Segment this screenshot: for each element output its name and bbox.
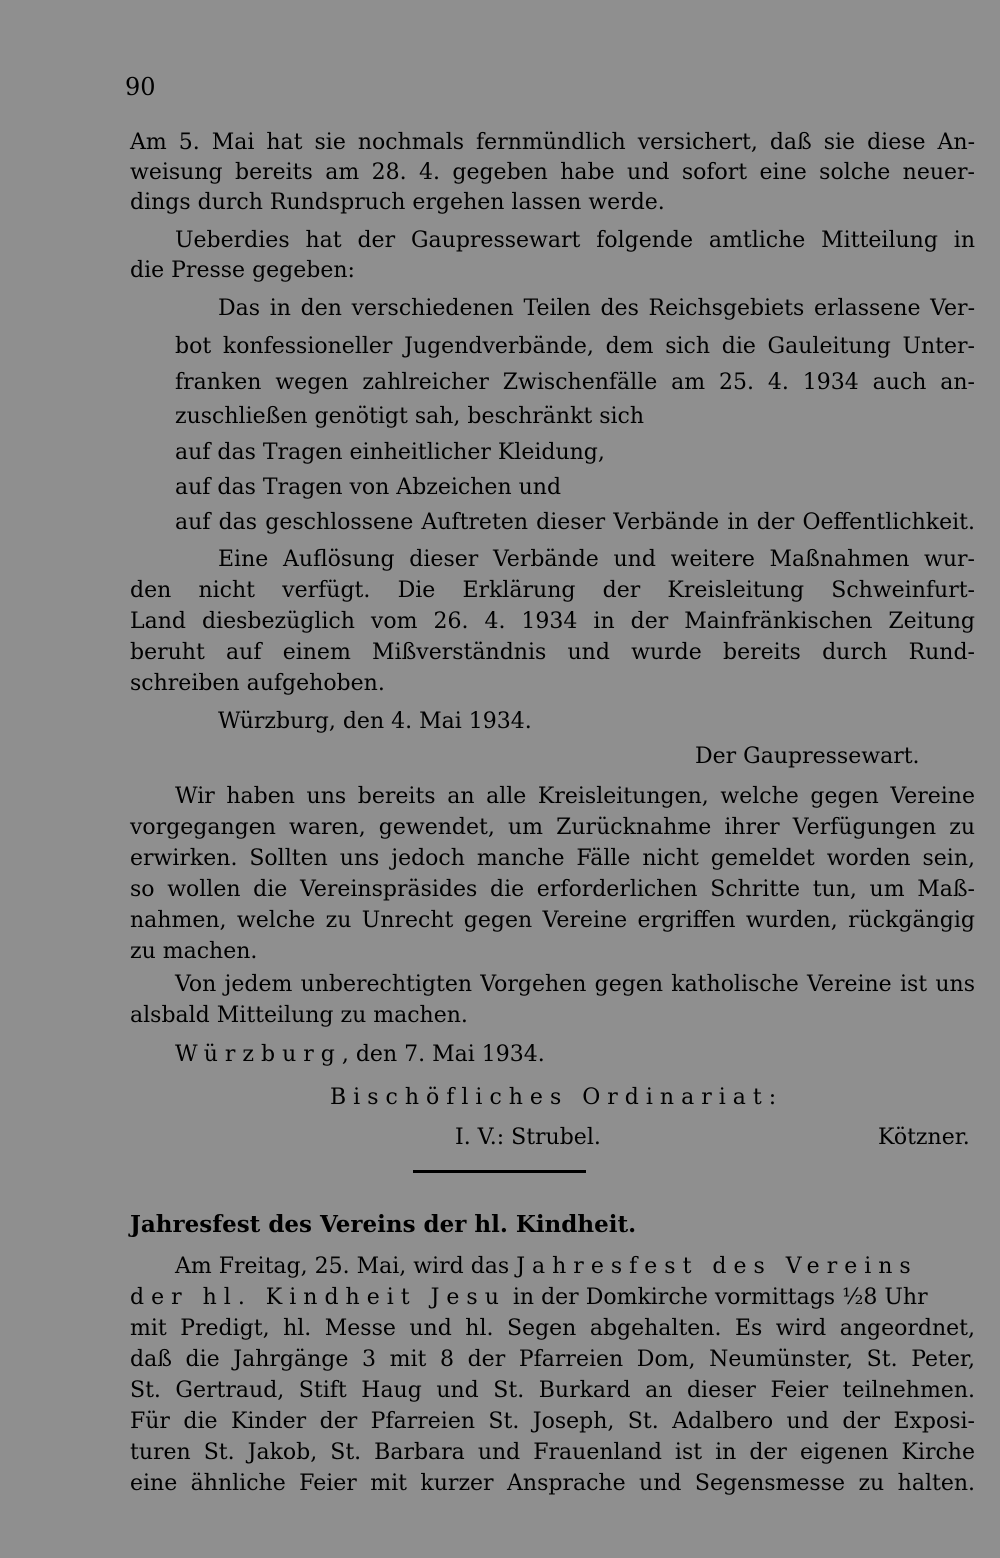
- text-line: Land diesbezüglich vom 26. 4. 1934 in der Mainfränkischen Zeitung: [130, 609, 975, 634]
- signature-strubel: I. V.: Strubel.: [455, 1125, 601, 1150]
- text-line: [130, 1283, 975, 1314]
- text-line: turen St. Jakob, St. Barbara und Frauenland ist in der eigenen Kirche: [130, 1440, 975, 1465]
- text-segment: Am Freitag, 25. Mai, wird das: [175, 1254, 517, 1279]
- section-divider: [413, 1170, 586, 1173]
- text-line: den nicht verfügt. Die Erklärung der Kreisleitung Schweinfurt-: [130, 578, 975, 603]
- signature-ordinariat: Bischöfliches Ordinariat:: [330, 1085, 784, 1110]
- text-line: eine ähnliche Feier mit kurzer Ansprache und Segensmesse zu halten.: [130, 1471, 975, 1496]
- text-line: Ueberdies hat der Gaupressewart folgende amtliche Mitteilung in: [175, 228, 975, 253]
- text-segment-spaced: der hl. Kindheit Jesu: [130, 1285, 506, 1310]
- text-segment-spaced: Jahresfest des Vereins: [516, 1254, 918, 1279]
- section-heading: Jahresfest des Vereins der hl. Kindheit.: [130, 1211, 637, 1238]
- text-line: Für die Kinder der Pfarreien St. Joseph, St. Adalbero und der Exposi-: [130, 1409, 975, 1434]
- text-segment: in der Domkirche vormittags ½8 Uhr: [505, 1285, 928, 1310]
- dateline-place: Würzburg: [175, 1042, 342, 1067]
- dateline-date: , den 7. Mai 1934.: [341, 1042, 545, 1067]
- dateline: [175, 1040, 975, 1071]
- text-line: so wollen die Vereinspräsides die erforderlichen Schritte tun, um Maß-: [130, 877, 975, 902]
- text-line: Wir haben uns bereits an alle Kreisleitungen, welche gegen Vereine: [175, 784, 975, 809]
- text-line: mit Predigt, hl. Messe und hl. Segen abgehalten. Es wird angeordnet,: [130, 1316, 975, 1341]
- text-line: erwirken. Sollten uns jedoch manche Fälle nicht gemeldet worden sein,: [130, 846, 975, 871]
- quote-line: zuschließen genötigt sah, beschränkt sich: [175, 404, 645, 429]
- quote-line: auf das Tragen einheitlicher Kleidung,: [175, 440, 605, 465]
- quote-line: bot konfessioneller Jugendverbände, dem sich die Gauleitung Unter-: [175, 334, 975, 359]
- text-line: weisung bereits am 28. 4. gegeben habe und sofort eine solche neuer-: [130, 160, 975, 185]
- quote-line: auf das geschlossene Auftreten dieser Verbände in der Oeffentlichkeit.: [175, 510, 975, 535]
- text-line: nahmen, welche zu Unrecht gegen Vereine ergriffen wurden, rückgängig: [130, 908, 975, 933]
- text-line: Am 5. Mai hat sie nochmals fernmündlich versichert, daß sie diese An-: [130, 130, 975, 155]
- text-line: dings durch Rundspruch ergehen lassen werde.: [130, 190, 665, 215]
- signature-koetzner: Kötzner.: [878, 1125, 970, 1150]
- quote-line: Das in den verschiedenen Teilen des Reichsgebiets erlassene Ver-: [218, 296, 975, 321]
- text-line: zu machen.: [130, 939, 258, 964]
- signature-gaupressewart: Der Gaupressewart.: [695, 744, 920, 769]
- text-line: Eine Auflösung dieser Verbände und weitere Maßnahmen wur-: [218, 547, 975, 572]
- text-line: [175, 1252, 975, 1283]
- text-line: schreiben aufgehoben.: [130, 671, 385, 696]
- text-line: alsbald Mitteilung zu machen.: [130, 1003, 468, 1028]
- text-line: vorgegangen waren, gewendet, um Zurücknahme ihrer Verfügungen zu: [130, 815, 975, 840]
- text-line: die Presse gegeben:: [130, 258, 355, 283]
- text-line: daß die Jahrgänge 3 mit 8 der Pfarreien Dom, Neumünster, St. Peter,: [130, 1347, 975, 1372]
- quote-line: auf das Tragen von Abzeichen und: [175, 475, 562, 500]
- page-number: 90: [125, 73, 156, 101]
- dateline: Würzburg, den 4. Mai 1934.: [218, 709, 532, 734]
- text-line: St. Gertraud, Stift Haug und St. Burkard an dieser Feier teilnehmen.: [130, 1378, 975, 1403]
- text-line: beruht auf einem Mißverständnis und wurde bereits durch Rund-: [130, 640, 975, 665]
- quote-line: franken wegen zahlreicher Zwischenfälle am 25. 4. 1934 auch an-: [175, 370, 975, 395]
- text-line: Von jedem unberechtigten Vorgehen gegen katholische Vereine ist uns: [175, 972, 975, 997]
